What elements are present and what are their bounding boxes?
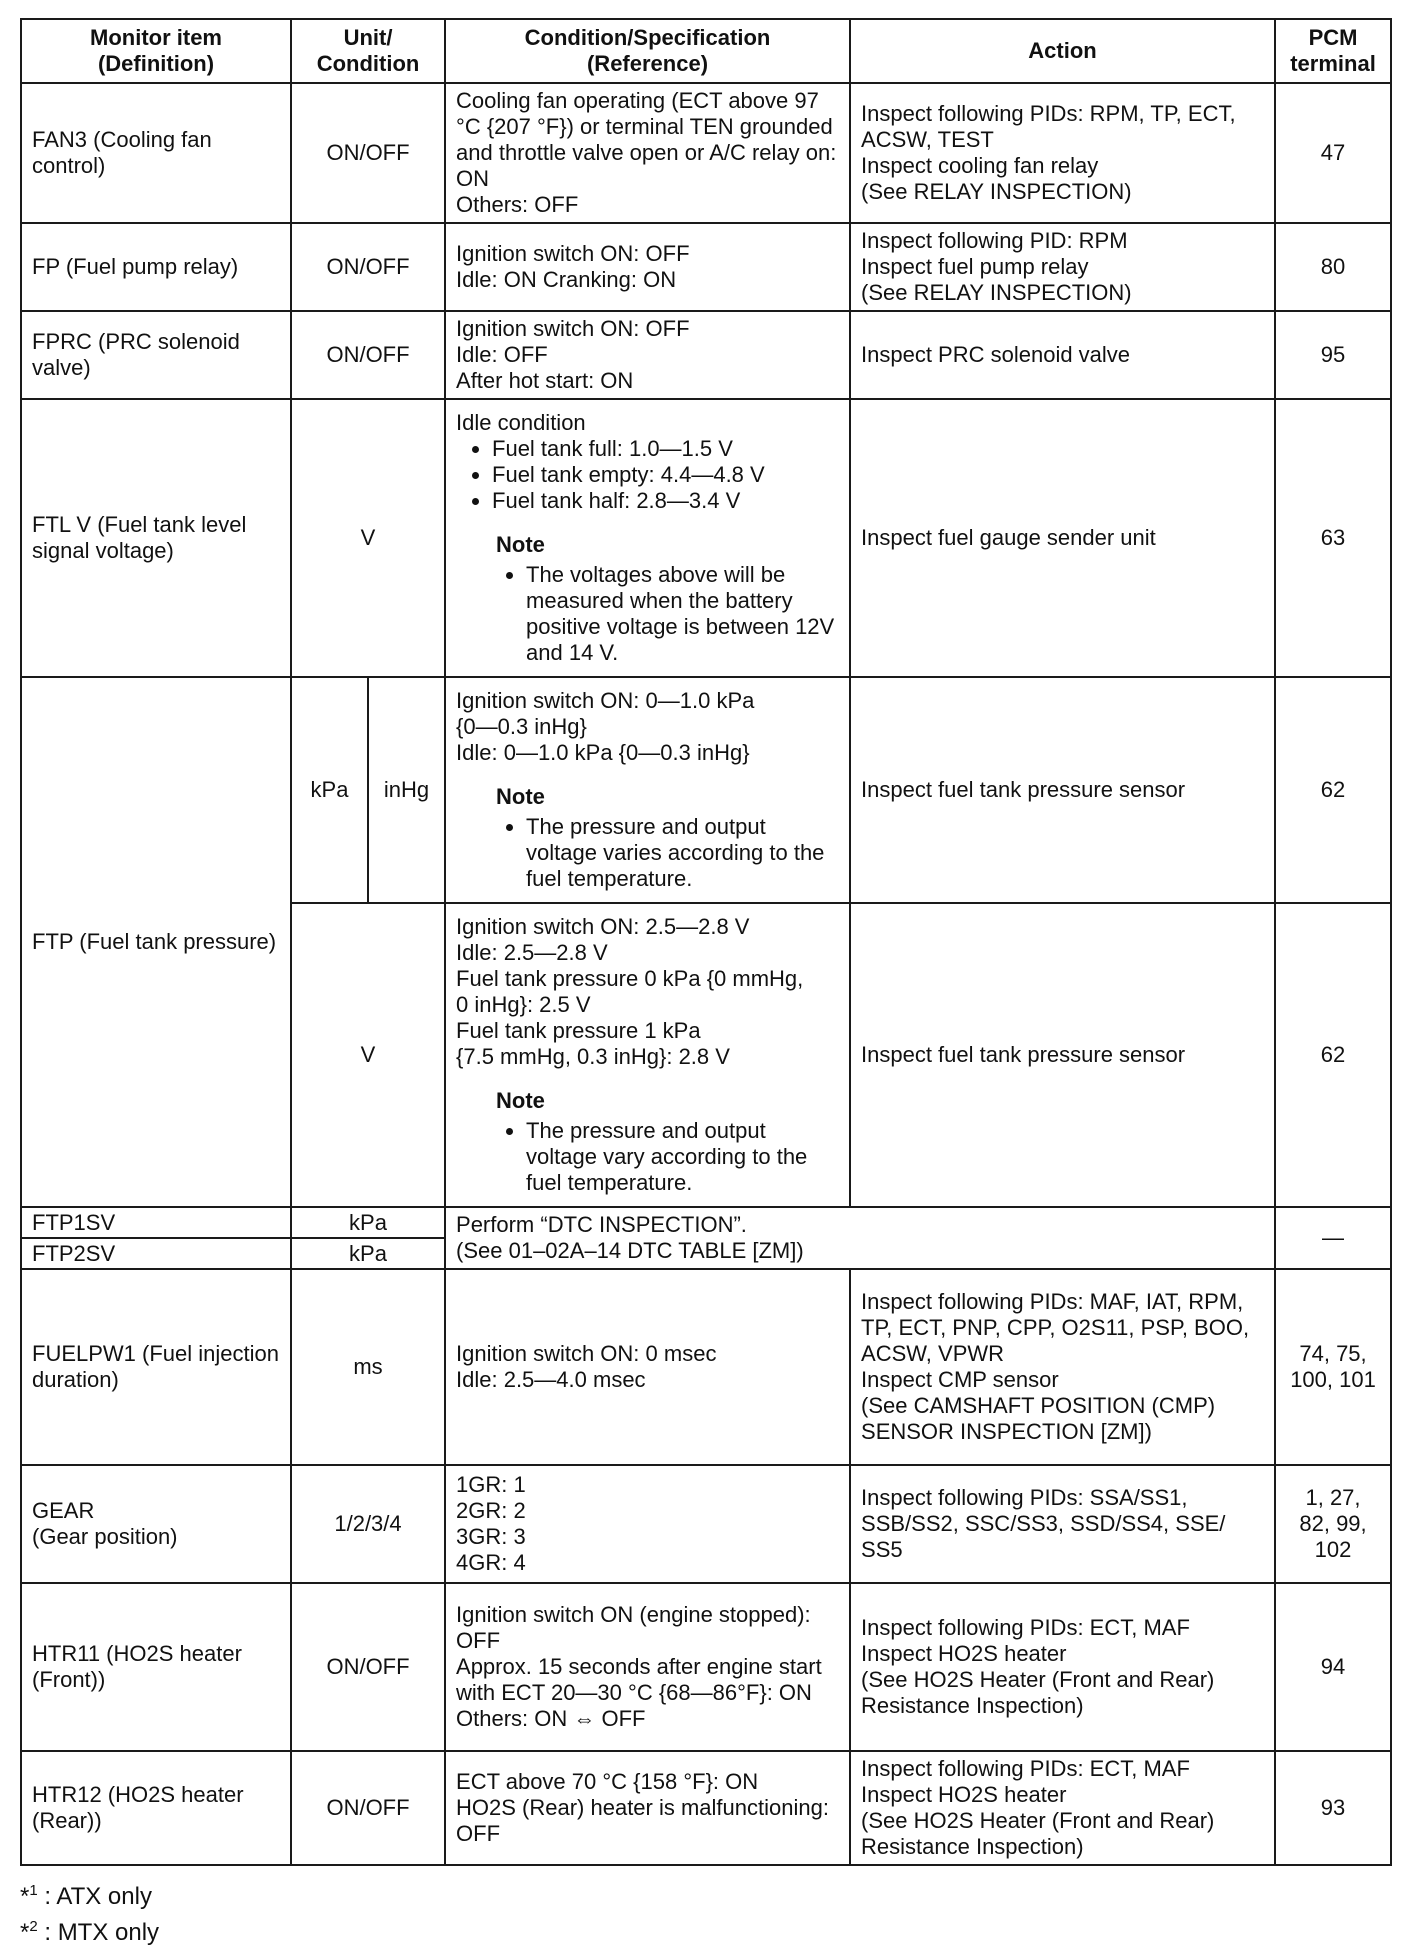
unit-cell: ms [291, 1269, 445, 1465]
condition-cell [445, 1465, 850, 1583]
note-text: • The pressure and output voltage varies according to the fuel temperature. [526, 814, 839, 892]
header-pcm-terminal [1275, 19, 1391, 83]
action-cell: Inspect fuel tank pressure sensor [850, 677, 1275, 903]
text-block: Ignition switch ON (engine stopped): OFF Approx. 15 seconds after engine start with ECT 20—30 °C {68—86°F}: ON Others: ON ⇔ OFF [456, 1602, 822, 1731]
monitor-item: FPRC (PRC solenoid valve) [21, 311, 291, 399]
text-block: Perform “DTC INSPECTION”. (See 01–02A–14 DTC TABLE [ZM]) [456, 1212, 804, 1263]
text-block: Monitor item (Definition) [90, 25, 222, 76]
unit-cell: 1/2/3/4 [291, 1465, 445, 1583]
condition-cell [445, 311, 850, 399]
unit-cell: ON/OFF [291, 223, 445, 311]
header-monitor-item [21, 19, 291, 83]
monitor-item: FUELPW1 (Fuel injection duration) [21, 1269, 291, 1465]
action-cell: Inspect following PIDs: SSA/SS1, SSB/SS2, SSC/SS3, SSD/SS4, SSE/ SS5 [850, 1465, 1275, 1583]
condition-cell [445, 1269, 850, 1465]
pcm-terminal-cell: 80 [1275, 223, 1391, 311]
action-cell: Inspect fuel tank pressure sensor [850, 903, 1275, 1207]
list-item: • Fuel tank empty: 4.4—4.8 V [492, 462, 839, 488]
action-cell [850, 1269, 1275, 1465]
text-block: Ignition switch ON: 2.5—2.8 V Idle: 2.5—2.8 V Fuel tank pressure 0 kPa {0 mmHg, 0 inHg}: 2.5 V Fuel tank pressure 1 kPa {7.5 mmHg, 0.3 inHg}: 2.8 V [456, 914, 804, 1069]
note-label: Note [496, 1088, 545, 1113]
table-row [21, 677, 1391, 903]
text-block: GEAR (Gear position) [32, 1498, 178, 1549]
list-item: • Fuel tank full: 1.0—1.5 V [492, 436, 839, 462]
text-block: Inspect following PIDs: ECT, MAF Inspect HO2S heater (See HO2S Heater (Front and Rear) Resistance Inspection) [861, 1615, 1215, 1718]
condition-cell [445, 903, 850, 1207]
unit-cell: ON/OFF [291, 311, 445, 399]
table-row [21, 1465, 1391, 1583]
action-cell: Inspect fuel gauge sender unit [850, 399, 1275, 677]
action-cell [850, 1751, 1275, 1865]
header-condition-spec [445, 19, 850, 83]
monitor-item [21, 1465, 291, 1583]
monitor-item: HTR11 (HO2S heater (Front)) [21, 1583, 291, 1751]
monitor-item: HTR12 (HO2S heater (Rear)) [21, 1751, 291, 1865]
note-text: • The pressure and output voltage vary according to the fuel temperature. [526, 1118, 839, 1196]
note-list [496, 562, 839, 666]
table-row [21, 399, 1391, 677]
text-block: Ignition switch ON: 0 msec Idle: 2.5—4.0 msec [456, 1341, 717, 1392]
table-row [21, 1583, 1391, 1751]
text-block: Condition/Specification (Reference) [524, 25, 771, 76]
text-block: Action [1028, 38, 1097, 63]
text-block: Inspect following PIDs: ECT, MAF Inspect HO2S heater (See HO2S Heater (Front and Rear) Resistance Inspection) [861, 1756, 1215, 1859]
action-cell [850, 1583, 1275, 1751]
text-block: Ignition switch ON: OFF Idle: OFF After hot start: ON [456, 316, 690, 393]
note-list [496, 1118, 839, 1196]
action-cell [850, 223, 1275, 311]
text-block: Inspect following PIDs: RPM, TP, ECT, ACSW, TEST Inspect cooling fan relay (See RELAY INSPECTION) [861, 101, 1236, 204]
monitor-item: FP (Fuel pump relay) [21, 223, 291, 311]
pcm-terminal-cell: — [1275, 1207, 1391, 1269]
condition-cell [445, 83, 850, 223]
note-list [496, 814, 839, 892]
unit-cell: ON/OFF [291, 83, 445, 223]
footnotes [20, 1876, 1390, 1948]
condition-cell [445, 1751, 850, 1865]
monitor-item: FTP1SV [21, 1207, 291, 1238]
action-cell [850, 83, 1275, 223]
action-cell: Inspect PRC solenoid valve [850, 311, 1275, 399]
text-block: Cooling fan operating (ECT above 97 °C {207 °F}) or terminal TEN grounded and throttle valve open or A/C relay on: ON Others: OFF [456, 88, 837, 217]
header-row [21, 19, 1391, 83]
pcm-terminal-cell: 93 [1275, 1751, 1391, 1865]
footnote: *$^2$ : MTX only [20, 1918, 160, 1946]
note-label: Note [496, 784, 545, 809]
spec-page [20, 18, 1390, 1948]
unit-cell: kPa [291, 1207, 445, 1238]
pcm-terminal-cell: 95 [1275, 311, 1391, 399]
text-block: Ignition switch ON: 0—1.0 kPa {0—0.3 inHg} Idle: 0—1.0 kPa {0—0.3 inHg} [456, 688, 755, 765]
list-item: • Fuel tank half: 2.8—3.4 V [492, 488, 839, 514]
unit-cell: kPa [291, 1238, 445, 1269]
unit-inhg-cell: inHg [368, 677, 445, 903]
table-row [21, 83, 1391, 223]
monitor-spec-table [20, 18, 1392, 1866]
pcm-terminal-cell: 94 [1275, 1583, 1391, 1751]
monitor-item: FTP2SV [21, 1238, 291, 1269]
condition-cell [445, 399, 850, 677]
pcm-terminal-cell: 62 [1275, 903, 1391, 1207]
unit-cell: V [291, 903, 445, 1207]
monitor-item: FTP (Fuel tank pressure) [21, 677, 291, 1207]
unit-cell: ON/OFF [291, 1583, 445, 1751]
table-row [21, 1751, 1391, 1865]
pcm-terminal-cell: 47 [1275, 83, 1391, 223]
footnote: *$^1$ : ATX only [20, 1882, 152, 1910]
text-block: 74, 75, 100, 101 [1290, 1341, 1376, 1392]
pcm-terminal-cell [1275, 1269, 1391, 1465]
pcm-terminal-cell: 62 [1275, 677, 1391, 903]
text-block: ECT above 70 °C {158 °F}: ON HO2S (Rear) heater is malfunctioning: OFF [456, 1769, 829, 1846]
condition-bullets [456, 436, 839, 514]
text-block: Ignition switch ON: OFF Idle: ON Cranking: ON [456, 241, 690, 292]
condition-intro: Idle condition [456, 410, 586, 435]
monitor-item: FAN3 (Cooling fan control) [21, 83, 291, 223]
text-block: Inspect following PID: RPM Inspect fuel pump relay (See RELAY INSPECTION) [861, 228, 1132, 305]
header-action [850, 19, 1275, 83]
header-unit-condition [291, 19, 445, 83]
text-block: PCM terminal [1290, 25, 1376, 76]
table-row [21, 1269, 1391, 1465]
pcm-terminal-cell: 63 [1275, 399, 1391, 677]
unit-kpa-cell: kPa [291, 677, 368, 903]
note-text: • The voltages above will be measured when the battery positive voltage is between 12V and 14 V. [526, 562, 839, 666]
condition-cell [445, 1207, 1275, 1269]
unit-cell: ON/OFF [291, 1751, 445, 1865]
condition-cell [445, 223, 850, 311]
note-label: Note [496, 532, 545, 557]
text-block: 1GR: 1 2GR: 2 3GR: 3 4GR: 4 [456, 1472, 526, 1575]
pcm-terminal-cell [1275, 1465, 1391, 1583]
unit-cell: V [291, 399, 445, 677]
text-block: Unit/ Condition [316, 25, 420, 76]
table-row [21, 1207, 1391, 1238]
text-block: Inspect following PIDs: MAF, IAT, RPM, TP, ECT, PNP, CPP, O2S11, PSP, BOO, ACSW, VPWR Inspect CMP sensor (See CAMSHAFT POSITION (CMP) SENSOR INSPECTION [ZM]) [861, 1289, 1250, 1444]
condition-cell [445, 1583, 850, 1751]
table-row [21, 223, 1391, 311]
table-row [21, 311, 1391, 399]
monitor-item: FTL V (Fuel tank level signal voltage) [21, 399, 291, 677]
condition-cell [445, 677, 850, 903]
text-block: 1, 27, 82, 99, 102 [1299, 1485, 1367, 1562]
